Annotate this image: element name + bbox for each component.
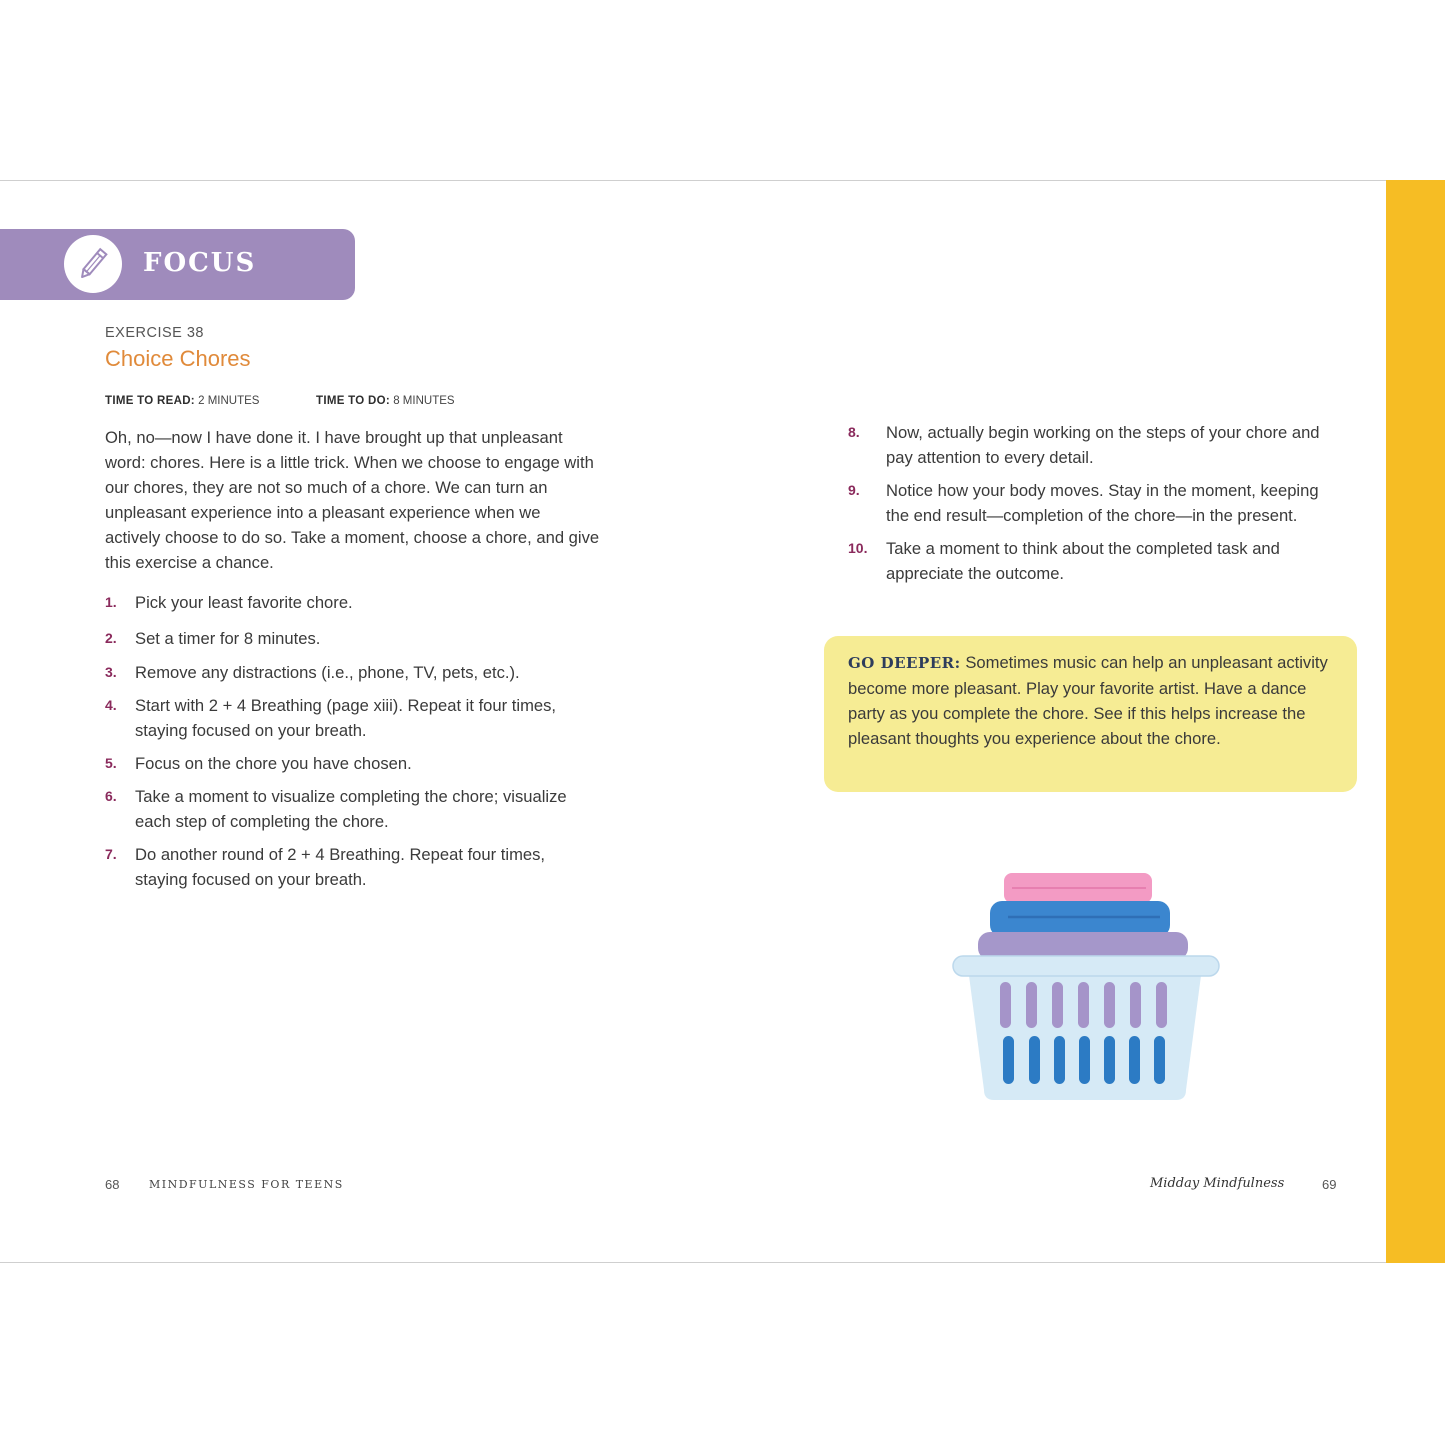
list-item [105,626,600,651]
step-text: Take a moment to think about the completed task and appreciate the outcome. [886,539,1280,583]
list-item [105,660,600,685]
step-text: Focus on the chore you have chosen. [135,754,412,773]
list-item [848,536,1326,586]
step-text: Now, actually begin working on the steps of your chore and pay attention to every detail. [886,423,1320,467]
step-text: Remove any distractions (i.e., phone, TV, pets, etc.). [135,663,520,682]
list-item [105,751,600,776]
step-number: 1. [105,594,117,610]
steps-list-right [848,420,1326,586]
left-page-number: 68 [105,1177,120,1192]
step-number: 4. [105,697,117,713]
step-text: Start with 2 + 4 Breathing (page xiii). Repeat it four times, staying focused on your breath. [135,696,557,740]
list-item [105,693,600,743]
left-running-title: MINDFULNESS FOR TEENS [149,1178,344,1191]
step-text: Take a moment to visualize completing the chore; visualize each step of completing the chore. [135,787,567,831]
list-item [105,842,600,892]
step-number: 2. [105,630,117,646]
time-to-do [316,395,455,407]
step-text: Pick your least favorite chore. [135,593,353,612]
exercise-title: Choice Chores [105,346,251,371]
time-to-read-value: 2 MINUTES [198,395,260,407]
steps-list-left [105,590,600,892]
step-number: 10. [848,540,868,556]
step-number: 3. [105,664,117,680]
step-number: 7. [105,846,117,862]
time-to-do-label: TIME TO DO: [316,395,391,407]
go-deeper-callout [824,636,1357,792]
time-to-read [105,395,259,407]
exercise-number: EXERCISE 38 [105,325,204,341]
laundry-basket-illustration [950,868,1230,1113]
list-item [848,478,1326,528]
go-deeper-label: GO DEEPER: [848,654,961,672]
step-number: 5. [105,755,117,771]
step-text: Set a timer for 8 minutes. [135,629,321,648]
step-text: Do another round of 2 + 4 Breathing. Repeat four times, staying focused on your breath. [135,845,546,889]
step-number: 8. [848,424,860,440]
time-to-read-label: TIME TO READ: [105,395,195,407]
list-item [105,590,600,615]
step-number: 9. [848,482,860,498]
list-item [848,420,1326,470]
go-deeper-text: Sometimes music can help an unpleasant activity become more pleasant. Play your favorite artist. Have a dance party as you complete the chore. See if this helps increase the pleasant thoughts you experience about the chore. [848,653,1328,748]
side-color-band [1386,180,1445,1263]
step-text: Notice how your body moves. Stay in the moment, keeping the end result—completion of the chore—in the present. [886,481,1319,525]
right-page-number: 69 [1322,1177,1337,1192]
step-number: 6. [105,788,117,804]
list-item [105,784,600,834]
section-tab-label: FOCUS [143,248,257,278]
time-to-do-value: 8 MINUTES [393,395,455,407]
pencil-icon [64,235,122,293]
right-running-title: Midday Mindfulness [1150,1176,1285,1191]
intro-paragraph: Oh, no—now I have done it. I have brought up that unpleasant word: chores. Here is a little trick. When we choose to engage with our chores, they are not so much of a chore. We can turn an unpleasant experience into a pleasant experience when we actively choose to do so. Take a moment, choose a chore, and give this exercise a chance. [105,428,600,572]
